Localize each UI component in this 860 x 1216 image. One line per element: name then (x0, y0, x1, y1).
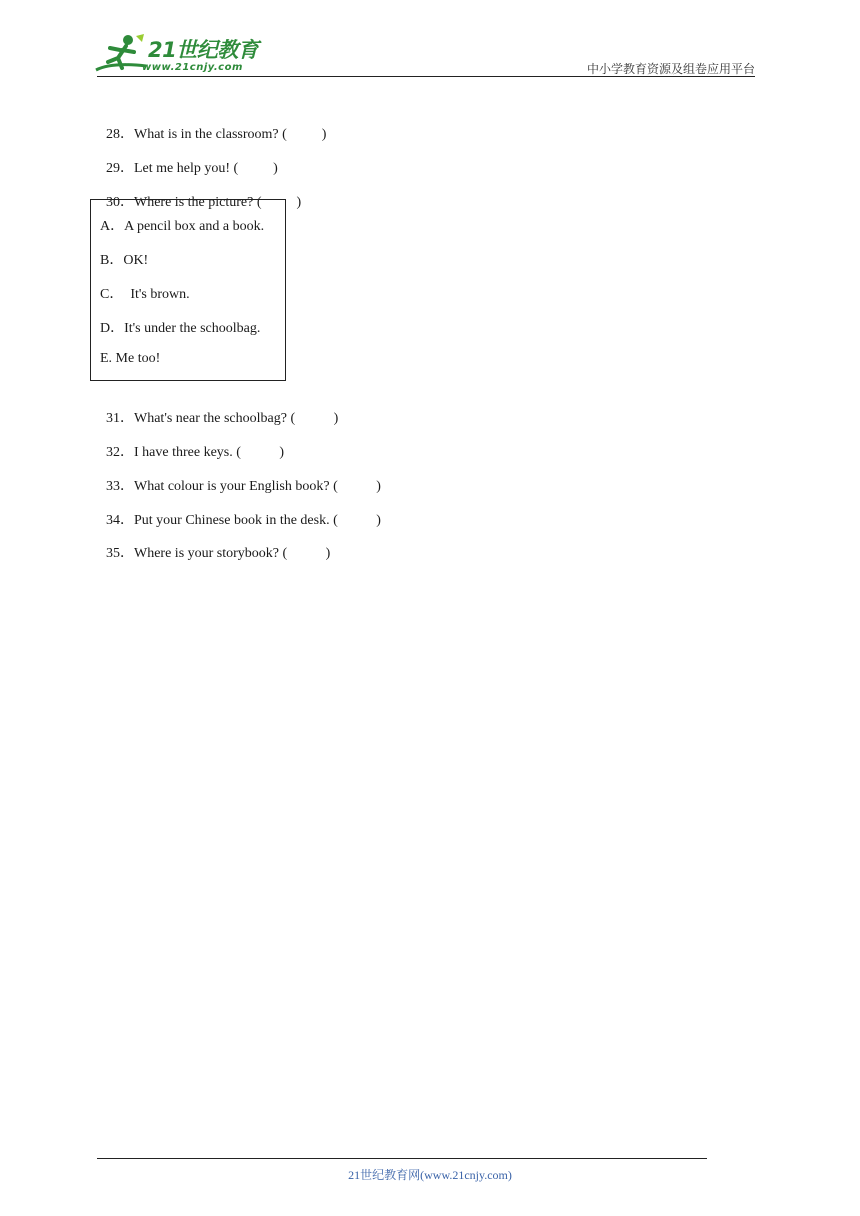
question-number: 35． (106, 546, 134, 561)
question-29 (99, 141, 278, 177)
logo-url: www.21cnjy.com (142, 62, 243, 73)
question-text: What colour is your English book? ( ) (134, 479, 381, 494)
question-32 (99, 425, 284, 461)
question-number: 29． (106, 161, 134, 176)
footer-site-link[interactable]: 21世纪教育网(www.21cnjy.com) (348, 1168, 512, 1182)
question-31 (99, 391, 338, 427)
option-a: A．A pencil box and a book. (100, 219, 265, 234)
option-d: D．It's under the schoolbag. (100, 321, 261, 336)
question-text: What's near the schoolbag? ( ) (134, 411, 339, 426)
question-text: Let me help you! ( ) (134, 161, 278, 176)
question-number: 31． (106, 411, 134, 426)
footer-divider (97, 1158, 707, 1159)
question-35 (99, 526, 330, 562)
question-text: Where is your storybook? ( ) (134, 546, 331, 561)
question-text: Where is the picture? ( ) (134, 195, 302, 210)
question-28 (99, 107, 326, 143)
option-e: E. Me too! (100, 351, 161, 366)
answer-options-box (90, 199, 286, 381)
question-33 (99, 459, 381, 495)
option-c: C． It's brown. (100, 287, 190, 302)
option-b: B．OK! (100, 253, 149, 268)
header-platform-title: 中小学教育资源及组卷应用平台 (586, 62, 755, 76)
question-text: Put your Chinese book in the desk. ( ) (134, 513, 381, 528)
question-number: 33． (106, 479, 134, 494)
question-text: What is in the classroom? ( ) (134, 127, 327, 142)
site-logo[interactable] (92, 32, 267, 78)
logo-text: 21世纪教育 (148, 38, 259, 62)
question-number: 32． (106, 445, 134, 460)
header-divider (97, 76, 755, 77)
question-number: 34． (106, 513, 134, 528)
question-34 (99, 493, 381, 529)
question-number: 28． (106, 127, 134, 142)
question-text: I have three keys. ( ) (134, 445, 285, 460)
question-number: 30． (106, 195, 134, 210)
page-header (0, 0, 860, 80)
